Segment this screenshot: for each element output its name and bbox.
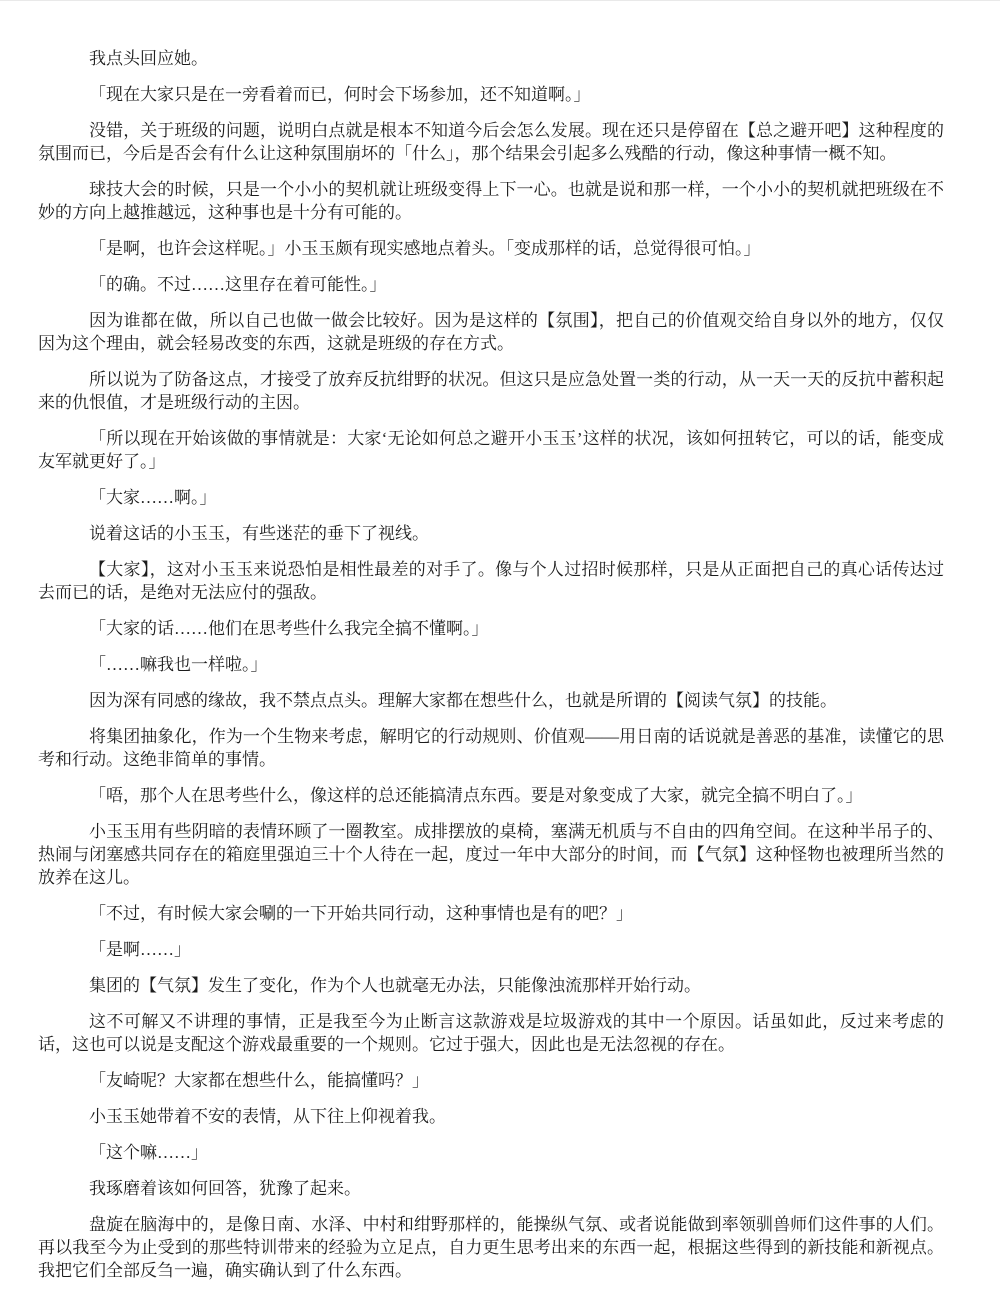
text-column — [38, 47, 944, 1282]
paragraph: 「是啊，也许会这样呢。」小玉玉颇有现实感地点着头。「变成那样的话，总觉得很可怕。」 — [89, 239, 761, 258]
paragraph: 盘旋在脑海中的，是像日南、水泽、中村和绀野那样的，能操纵气氛、或者说能做到率领驯兽师们这件事的人们。再以我至今为止受到的那些特训带来的经验为立足点，自力更生思考出来的东西一起，根据这些得到的新技能和新视点。我把它们全部反刍一遍，确实确认到了什么东西。 — [38, 1215, 944, 1280]
paragraph: 小玉玉用有些阴暗的表情环顾了一圈教室。成排摆放的桌椅，塞满无机质与不自由的四角空间。在这种半吊子的、热闹与闭塞感共同存在的箱庭里强迫三十个人待在一起，度过一年中大部分的时间，而【气氛】这种怪物也被理所当然的放养在这儿。 — [38, 822, 944, 887]
paragraph: 我点头回应她。 — [89, 49, 208, 68]
paragraph: 「所以现在开始该做的事情就是：大家‘无论如何总之避开小玉玉’这样的状况，该如何扭转它，可以的话，能变成友军就更好了。」 — [38, 429, 944, 471]
paragraph: 「这个嘛……」 — [89, 1143, 208, 1162]
paragraph: 「不过，有时候大家会唰的一下开始共同行动，这种事情也是有的吧？」 — [89, 904, 633, 923]
paragraph: 「唔，那个人在思考些什么，像这样的总还能搞清点东西。要是对象变成了大家，就完全搞不明白了。」 — [89, 786, 863, 805]
paragraph: 将集团抽象化，作为一个生物来考虑，解明它的行动规则、价值观——用日南的话说就是善恶的基准，读懂它的思考和行动。这绝非简单的事情。 — [38, 727, 944, 769]
paragraph: 这不可解又不讲理的事情，正是我至今为止断言这款游戏是垃圾游戏的其中一个原因。话虽如此，反过来考虑的话，这也可以说是支配这个游戏最重要的一个规则。它过于强大，因此也是无法忽视的存在。 — [38, 1012, 944, 1054]
paragraph: 「现在大家只是在一旁看着而已，何时会下场参加，还不知道啊。」 — [89, 85, 591, 104]
paragraph: 「大家……啊。」 — [89, 488, 217, 507]
paragraph: 「友崎呢？大家都在想些什么，能搞懂吗？」 — [89, 1071, 429, 1090]
paragraph: 「是啊……」 — [89, 940, 191, 959]
paragraph: 说着这话的小玉玉，有些迷茫的垂下了视线。 — [89, 524, 429, 543]
paragraph: 「……嘛我也一样啦。」 — [89, 655, 268, 674]
paragraph: 集团的【气氛】发生了变化，作为个人也就毫无办法，只能像浊流那样开始行动。 — [89, 976, 701, 995]
paragraph: 「的确。不过……这里存在着可能性。」 — [89, 275, 387, 294]
paragraph: 没错，关于班级的问题，说明白点就是根本不知道今后会怎么发展。现在还只是停留在【总之避开吧】这种程度的氛围而已，今后是否会有什么让这种氛围崩坏的「什么」，那个结果会引起多么残酷的行动，像这种事情一概不知。 — [38, 121, 944, 163]
paragraph: 球技大会的时候，只是一个小小的契机就让班级变得上下一心。也就是说和那一样，一个小小的契机就把班级在不妙的方向上越推越远，这种事也是十分有可能的。 — [38, 180, 944, 222]
paragraph: 我琢磨着该如何回答，犹豫了起来。 — [89, 1179, 361, 1198]
paragraph: 因为谁都在做，所以自己也做一做会比较好。因为是这样的【氛围】，把自己的价值观交给自身以外的地方，仅仅因为这个理由，就会轻易改变的东西，这就是班级的存在方式。 — [38, 311, 944, 353]
paragraph: 「大家的话……他们在思考些什么我完全搞不懂啊。」 — [89, 619, 489, 638]
paragraph: 所以说为了防备这点，才接受了放弃反抗绀野的状况。但这只是应急处置一类的行动，从一天一天的反抗中蓄积起来的仇恨值，才是班级行动的主因。 — [38, 370, 944, 412]
paragraph: 【大家】，这对小玉玉来说恐怕是相性最差的对手了。像与个人过招时候那样，只是从正面把自己的真心话传达过去而已的话，是绝对无法应付的强敌。 — [38, 560, 944, 602]
paragraph: 因为深有同感的缘故，我不禁点点头。理解大家都在想些什么，也就是所谓的【阅读气氛】的技能。 — [89, 691, 837, 710]
paragraph: 小玉玉她带着不安的表情，从下往上仰视着我。 — [89, 1107, 446, 1126]
